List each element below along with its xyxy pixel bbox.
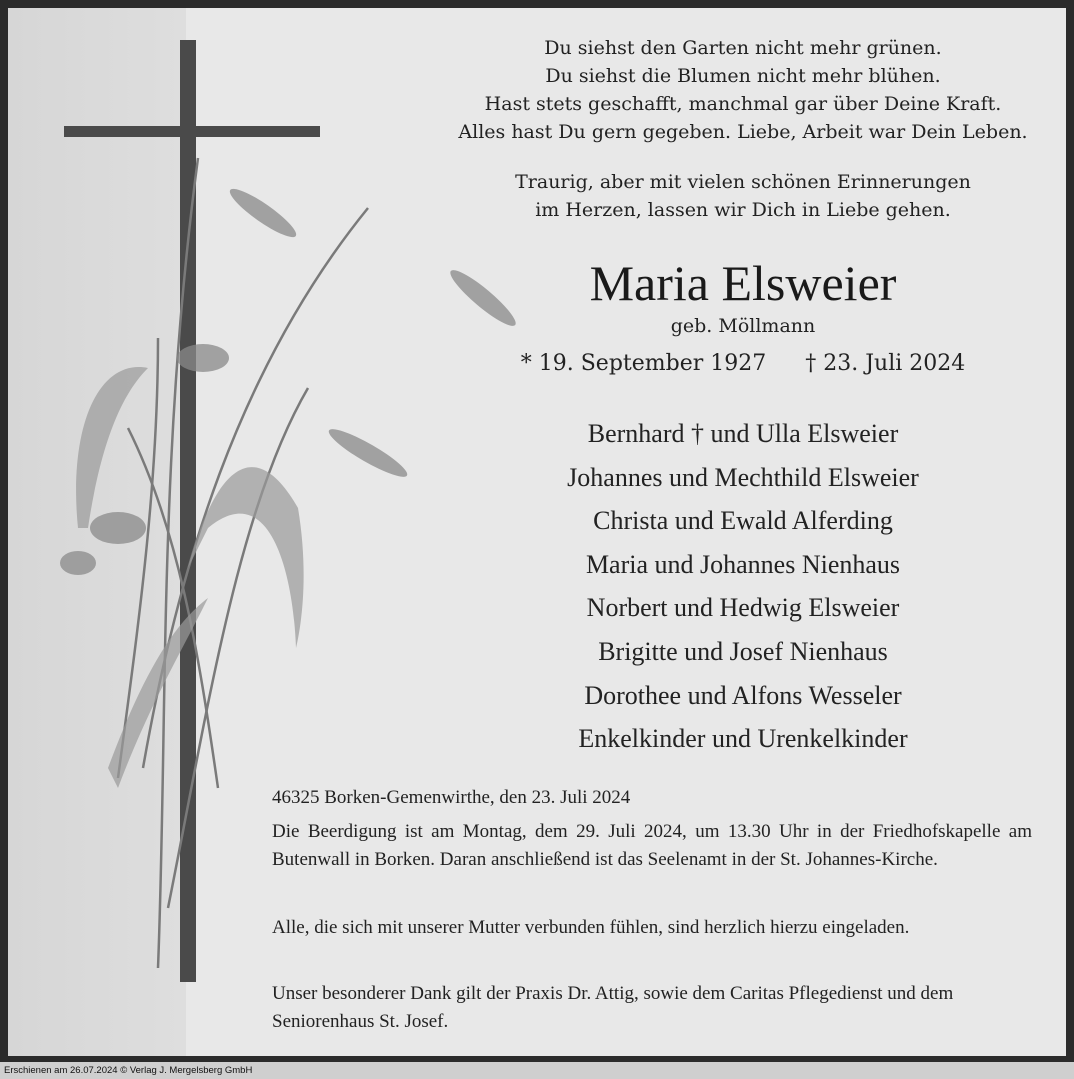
birth-name: geb. Möllmann xyxy=(670,315,816,337)
poem-line: Hast stets geschafft, manchmal gar über Deine Kraft. xyxy=(484,93,1002,115)
publication-footer: Erschienen am 26.07.2024 © Verlag J. Mergelsberg GmbH xyxy=(0,1062,1074,1079)
family-list xyxy=(438,412,1048,761)
farewell-line: im Herzen, lassen wir Dich in Liebe gehen. xyxy=(535,199,951,221)
poem-line: Alles hast Du gern gegeben. Liebe, Arbeit war Dein Leben. xyxy=(458,121,1028,143)
farewell-line: Traurig, aber mit vielen schönen Erinnerungen xyxy=(515,171,971,193)
poem-line: Du siehst die Blumen nicht mehr blühen. xyxy=(545,65,941,87)
birth-date: * 19. September 1927 xyxy=(520,351,767,376)
family-member: Maria und Johannes Nienhaus xyxy=(585,549,901,579)
deceased-name: Maria Elsweier xyxy=(589,255,897,311)
family-member: Dorothee und Alfons Wesseler xyxy=(584,680,902,710)
family-member: Brigitte und Josef Nienhaus xyxy=(598,636,888,666)
poem-line: Du siehst den Garten nicht mehr grünen. xyxy=(544,37,942,59)
funeral-info: Die Beerdigung ist am Montag, dem 29. Juli 2024, um 13.30 Uhr in der Friedhofskapelle am Butenwall in Borken. Daran anschließend ist das Seelenamt in der St. Johannes-Kirche. xyxy=(272,821,1032,870)
obituary-card xyxy=(8,8,1066,1056)
family-member: Christa und Ewald Alferding xyxy=(593,506,893,536)
life-dates xyxy=(438,348,1048,380)
family-member: Johannes und Mechthild Elsweier xyxy=(567,462,919,492)
thanks-text: Unser besonderer Dank gilt der Praxis Dr. Attig, sowie dem Caritas Pflegedienst und dem Seniorenhaus St. Josef. xyxy=(272,983,954,1032)
invitation-text: Alle, die sich mit unserer Mutter verbunden fühlen, sind herzlich hierzu eingeladen. xyxy=(272,917,910,938)
family-member: Bernhard † und Ulla Elsweier xyxy=(587,419,899,448)
place-date: 46325 Borken-Gemenwirthe, den 23. Juli 2024 xyxy=(272,787,631,808)
farewell-block xyxy=(438,168,1048,224)
cross-horizontal-beam xyxy=(64,126,320,137)
family-member: Norbert und Hedwig Elsweier xyxy=(586,593,900,623)
family-member: Enkelkinder und Urenkelkinder xyxy=(578,724,908,754)
poem-block xyxy=(438,34,1048,146)
death-date: † 23. Juli 2024 xyxy=(805,351,966,376)
